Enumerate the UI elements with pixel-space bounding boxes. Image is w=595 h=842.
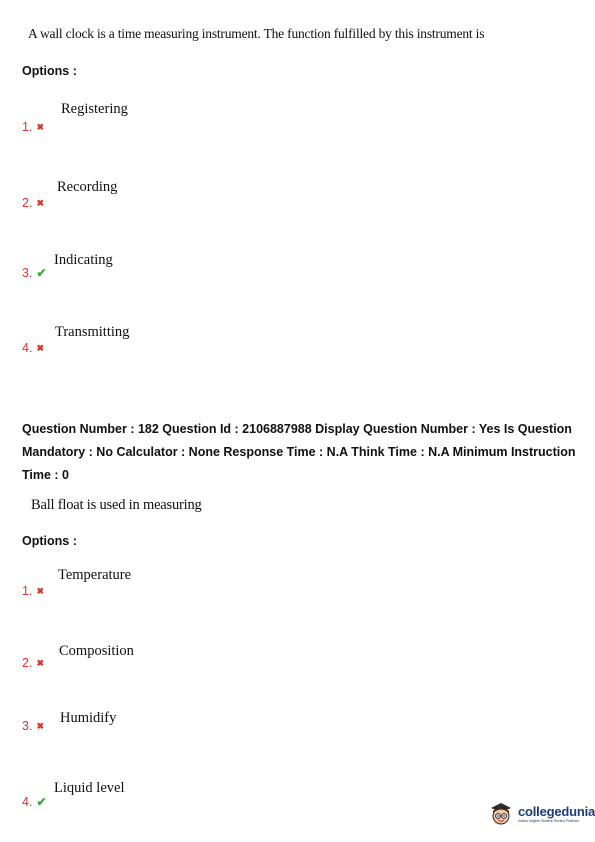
q1-option-2-number: 2. <box>22 196 33 210</box>
q1-option-2-marker <box>22 196 44 210</box>
cross-mark-icon: ✖ <box>36 720 44 731</box>
q2-option-1-marker <box>22 584 44 598</box>
cross-mark-icon: ✖ <box>36 197 44 208</box>
q2-option-4-number: 4. <box>22 795 33 809</box>
q2-option-3-marker <box>22 719 44 733</box>
q1-option-3-marker <box>22 266 47 280</box>
question-2-metadata: Question Number : 182 Question Id : 2106887988 Display Question Number : Yes Is Question Mandatory : No Calculator : None Response Time : N.A Think Time : N.A Minimum Instruction Time : 0 <box>22 422 576 482</box>
q1-option-4-text: Transmitting <box>55 324 130 340</box>
cross-mark-icon: ✖ <box>36 121 44 132</box>
q2-option-2-marker <box>22 656 44 670</box>
q2-option-3-number: 3. <box>22 719 33 733</box>
cross-mark-icon: ✖ <box>36 585 44 596</box>
q1-option-1-text: Registering <box>61 101 128 117</box>
q2-option-4-text: Liquid level <box>54 780 125 796</box>
q2-option-2-text: Composition <box>59 643 134 659</box>
mascot-icon <box>488 800 514 826</box>
cross-mark-icon: ✖ <box>36 657 44 668</box>
q2-option-1-number: 1. <box>22 584 33 598</box>
question-2-options-heading: Options : <box>22 534 77 548</box>
q1-option-1-number: 1. <box>22 120 33 134</box>
q1-option-4-number: 4. <box>22 341 33 355</box>
q2-option-4-marker <box>22 795 47 809</box>
q1-option-4-marker <box>22 341 44 355</box>
logo-tagline: India's largest Student Review Platform <box>518 818 579 823</box>
q2-option-1-text: Temperature <box>58 567 132 583</box>
question-2-text: Ball float is used in measuring <box>31 497 202 513</box>
question-1-text: A wall clock is a time measuring instrument. The function fulfilled by this instrument is <box>28 26 485 41</box>
collegedunia-logo <box>488 800 595 826</box>
question-1-options-heading: Options : <box>22 64 77 78</box>
check-mark-icon: ✔ <box>36 795 47 809</box>
q2-option-3-text: Humidify <box>60 710 117 726</box>
check-mark-icon: ✔ <box>36 266 47 280</box>
logo-name: collegedunia <box>518 803 595 819</box>
q1-option-3-number: 3. <box>22 266 33 280</box>
cross-mark-icon: ✖ <box>36 342 44 353</box>
q1-option-1-marker <box>22 120 44 134</box>
q1-option-3-text: Indicating <box>54 252 113 268</box>
q1-option-2-text: Recording <box>57 179 118 195</box>
q2-option-2-number: 2. <box>22 656 33 670</box>
